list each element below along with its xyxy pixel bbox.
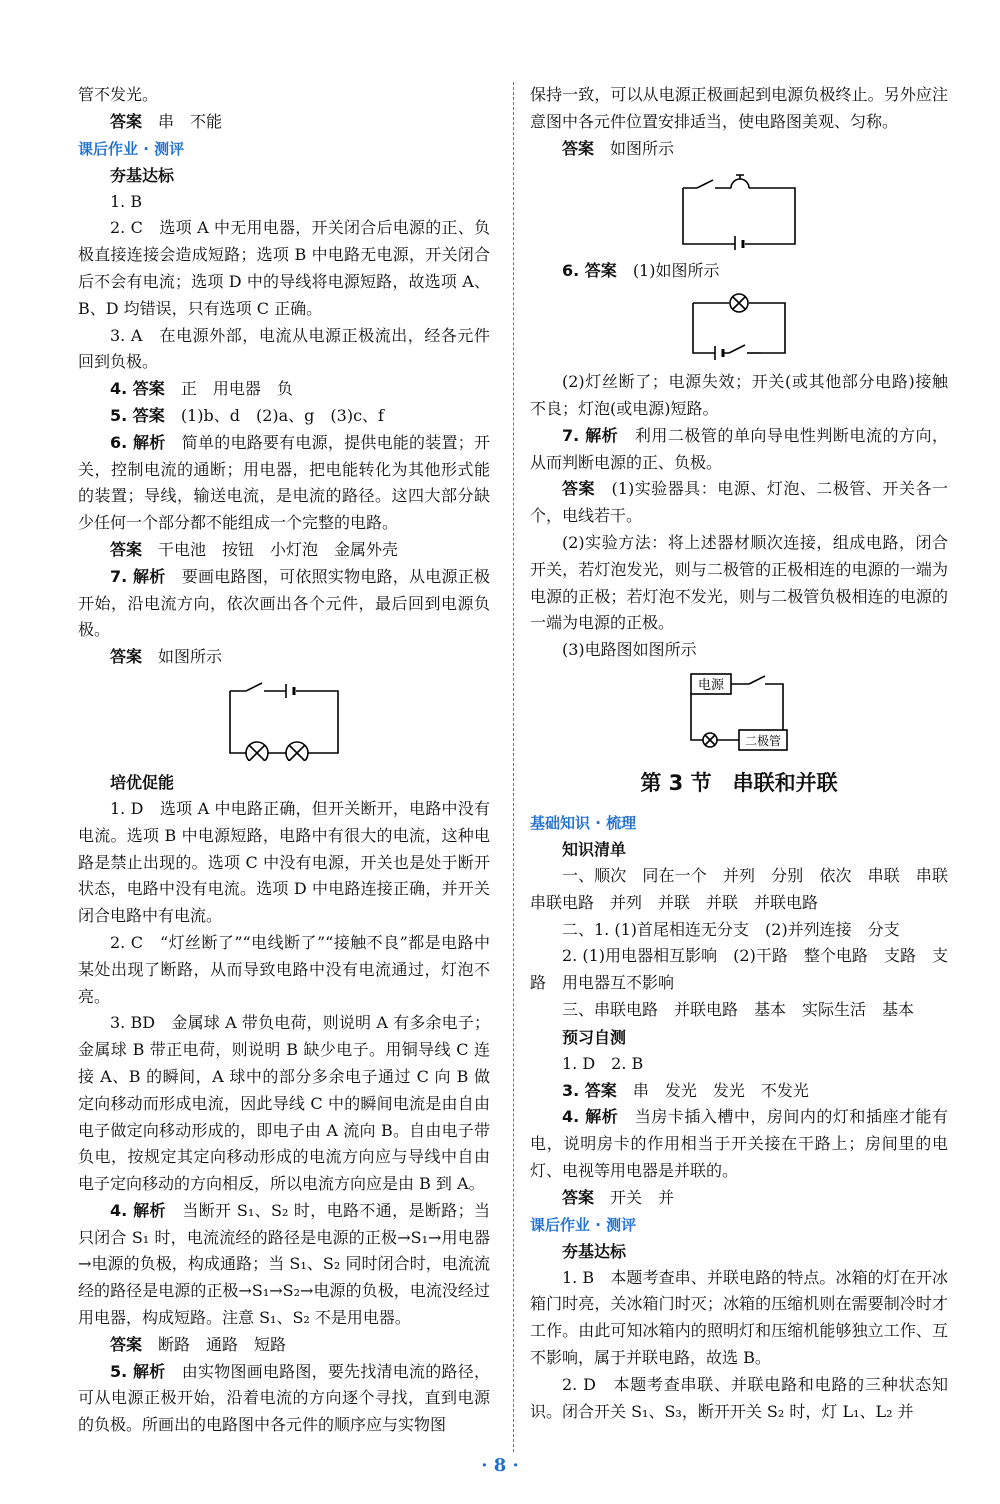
item: 1. D 2. B bbox=[562, 1053, 644, 1073]
subsection-heading: 夯基达标 bbox=[562, 1241, 627, 1261]
item: 1. B bbox=[110, 191, 143, 211]
item: 7. 解析 利用二极管的单向导电性判断电流的方向，从而判断电源的正、负极。 bbox=[530, 425, 948, 472]
power-label: 电源 bbox=[697, 677, 725, 693]
item: 二、1. (1)首尾相连无分支 (2)并列连接 分支 bbox=[562, 919, 900, 939]
section-heading: 基础知识 · 梳理 bbox=[530, 813, 637, 832]
item: 答案 干电池 按钮 小灯泡 金属外壳 bbox=[110, 539, 399, 559]
text-line: 管不发光。 bbox=[78, 85, 159, 104]
item: 1. D 选项 A 中电路正确，但开关断开，电路中没有电流。选项 B 中电源短路，电路中有很大的电流，这种电路是禁止出现的。选项 C 中没有电源，开关也是处于断开状态，电路中没有电流。选项 D 中电路连接正确，并开关闭合电路中有电流。 bbox=[78, 798, 490, 926]
item: 5. 答案 (1)b、d (2)a、g (3)c、f bbox=[110, 405, 384, 425]
subsection-heading: 预习自测 bbox=[562, 1027, 627, 1047]
circuit-diagram-diode bbox=[687, 672, 791, 754]
item: (2)实验方法：将上述器材顺次连接，组成电路，闭合开关，若灯泡发光，则与二极管的正极相连的电源的一端为电源的正极；若灯泡不发光，则与二极管负极相连的电源的一端为电源的正极。 bbox=[530, 532, 948, 633]
item: 一、顺次 同在一个 并列 分别 依次 串联 串联 串联电路 并列 并联 并联 并联电路 bbox=[530, 865, 965, 912]
page-number: · 8 · bbox=[481, 1455, 519, 1476]
item: 2. D 本题考查串联、并联电路和电路的三种状态知识。闭合开关 S₁、S₃，断开开关 S₂ 时，灯 L₁、L₂ 并 bbox=[530, 1374, 948, 1421]
item: (2)灯丝断了；电源失效；开关(或其他部分电路)接触不良；灯泡(或电源)短路。 bbox=[530, 372, 948, 418]
subsection-heading: 培优促能 bbox=[110, 772, 175, 792]
item: 答案 如图所示 bbox=[562, 138, 675, 158]
item: 3. A 在电源外部，电流从电源正极流出，经各元件回到负极。 bbox=[78, 325, 490, 372]
item: 7. 解析 要画电路图，可依照实物电路，从电源正极开始，沿电流方向，依次画出各个元件，最后回到电源负极。 bbox=[78, 566, 490, 640]
item: 6. 解析 简单的电路要有电源，提供电能的装置；开关，控制电流的通断；用电器，把电能转化为其他形式能的装置；导线，输送电流，是电流的路径。这四大部分缺少任何一个部分都不能组成一个完整的电路。 bbox=[78, 432, 490, 533]
section-heading: 课后作业 · 测评 bbox=[78, 139, 185, 158]
circuit-diagram-two-lamps bbox=[224, 679, 344, 761]
item: 3. 答案 串 发光 发光 不发光 bbox=[562, 1080, 809, 1100]
item: 4. 解析 当断开 S₁、S₂ 时，电路不通，是断路；当只闭合 S₁ 时，电流流经的路径是电源的正极→S₁→用电器→电源的负极，构成通路；当 S₁、S₂ 同时闭合时，电流流经的路径是电源的正极→S₁→S₂→电源的负极，电流没经过用电器，构成短路。注意 S₁、S₂ 不是用电器。 bbox=[78, 1200, 490, 1328]
item: 2. (1)用电器相互影响 (2)干路 整个电路 支路 支路 用电器互不影响 bbox=[530, 946, 948, 993]
answer-line: 答案 串 不能 bbox=[110, 111, 223, 131]
subsection-heading: 夯基达标 bbox=[110, 165, 175, 185]
diode-label: 二极管 bbox=[744, 733, 782, 748]
left-column bbox=[78, 82, 490, 1439]
item: 答案 (1)实验器具：电源、灯泡、二极管、开关各一个，电线若干。 bbox=[530, 479, 948, 526]
column-divider bbox=[513, 82, 514, 1452]
item: 4. 解析 当房卡插入槽中，房间内的灯和插座才能有电，说明房卡的作用相当于开关接在干路上；房间里的电灯、电视等用电器是并联的。 bbox=[530, 1107, 948, 1180]
item: 答案 开关 并 bbox=[562, 1187, 675, 1207]
item: 3. BD 金属球 A 带负电荷，则说明 A 有多余电子；金属球 B 带正电荷，则说明 B 缺少电子。用铜导线 C 连接 A、B 的瞬间，A 球中的部分多余电子通过 C 向 B 做定向移动而形成电流，因此导线 C 中的瞬间电流是由自由电子做定向移动形成的，即电子由 A 流向 B。自由电子带负电，按规定其定向移动形成的电流方向应与导线中自由电子定向移动的方向相反，所以电流方向应是由 B 到 A。 bbox=[78, 1013, 490, 1194]
item: 2. C “灯丝断了”“电线断了”“接触不良”都是电路中某处出现了断路，从而导致电路中没有电流通过，灯泡不亮。 bbox=[78, 932, 490, 1006]
item: 答案 如图所示 bbox=[110, 647, 223, 667]
subsection-heading: 知识清单 bbox=[562, 839, 627, 859]
section-heading: 课后作业 · 测评 bbox=[530, 1215, 637, 1234]
item: 答案 断路 通路 短路 bbox=[110, 1334, 287, 1354]
item: 2. C 选项 A 中无用电器，开关闭合后电源的正、负极直接连接会造成短路；选项 B 中电路无电源，开关闭合后不会有电流；选项 D 中的导线将电源短路，故选项 A、B、D 均错误，只有选项 C 正确。 bbox=[78, 218, 490, 318]
item: 5. 解析 由实物图画电路图，要先找清电流的路径，可从电源正极开始，沿着电流的方向逐个寻找，直到电源的负极。所画出的电路图中各元件的顺序应与实物图 bbox=[78, 1361, 490, 1435]
circuit-diagram-bell bbox=[679, 170, 799, 250]
item: 三、串联电路 并联电路 基本 实际生活 基本 bbox=[562, 999, 915, 1019]
circuit-diagram-lamp bbox=[689, 293, 789, 361]
item: 4. 答案 正 用电器 负 bbox=[110, 379, 293, 399]
section-title: 第 3 节 串联和并联 bbox=[640, 770, 838, 795]
text-line: 保持一致，可以从电源正极画起到电源负极终止。另外应注意图中各元件位置安排适当，使电路图美观、匀称。 bbox=[530, 85, 948, 131]
item: 6. 答案 (1)如图所示 bbox=[562, 261, 720, 281]
item: 1. B 本题考查串、并联电路的特点。冰箱的灯在开冰箱门时亮，关冰箱门时灭；冰箱的压缩机则在需要制冷时才工作。由此可知冰箱内的照明灯和压缩机能够独立工作、互不影响，属于并联电路，故选 B。 bbox=[530, 1267, 948, 1367]
right-column bbox=[530, 82, 965, 1425]
item: (3)电路图如图所示 bbox=[562, 640, 697, 660]
